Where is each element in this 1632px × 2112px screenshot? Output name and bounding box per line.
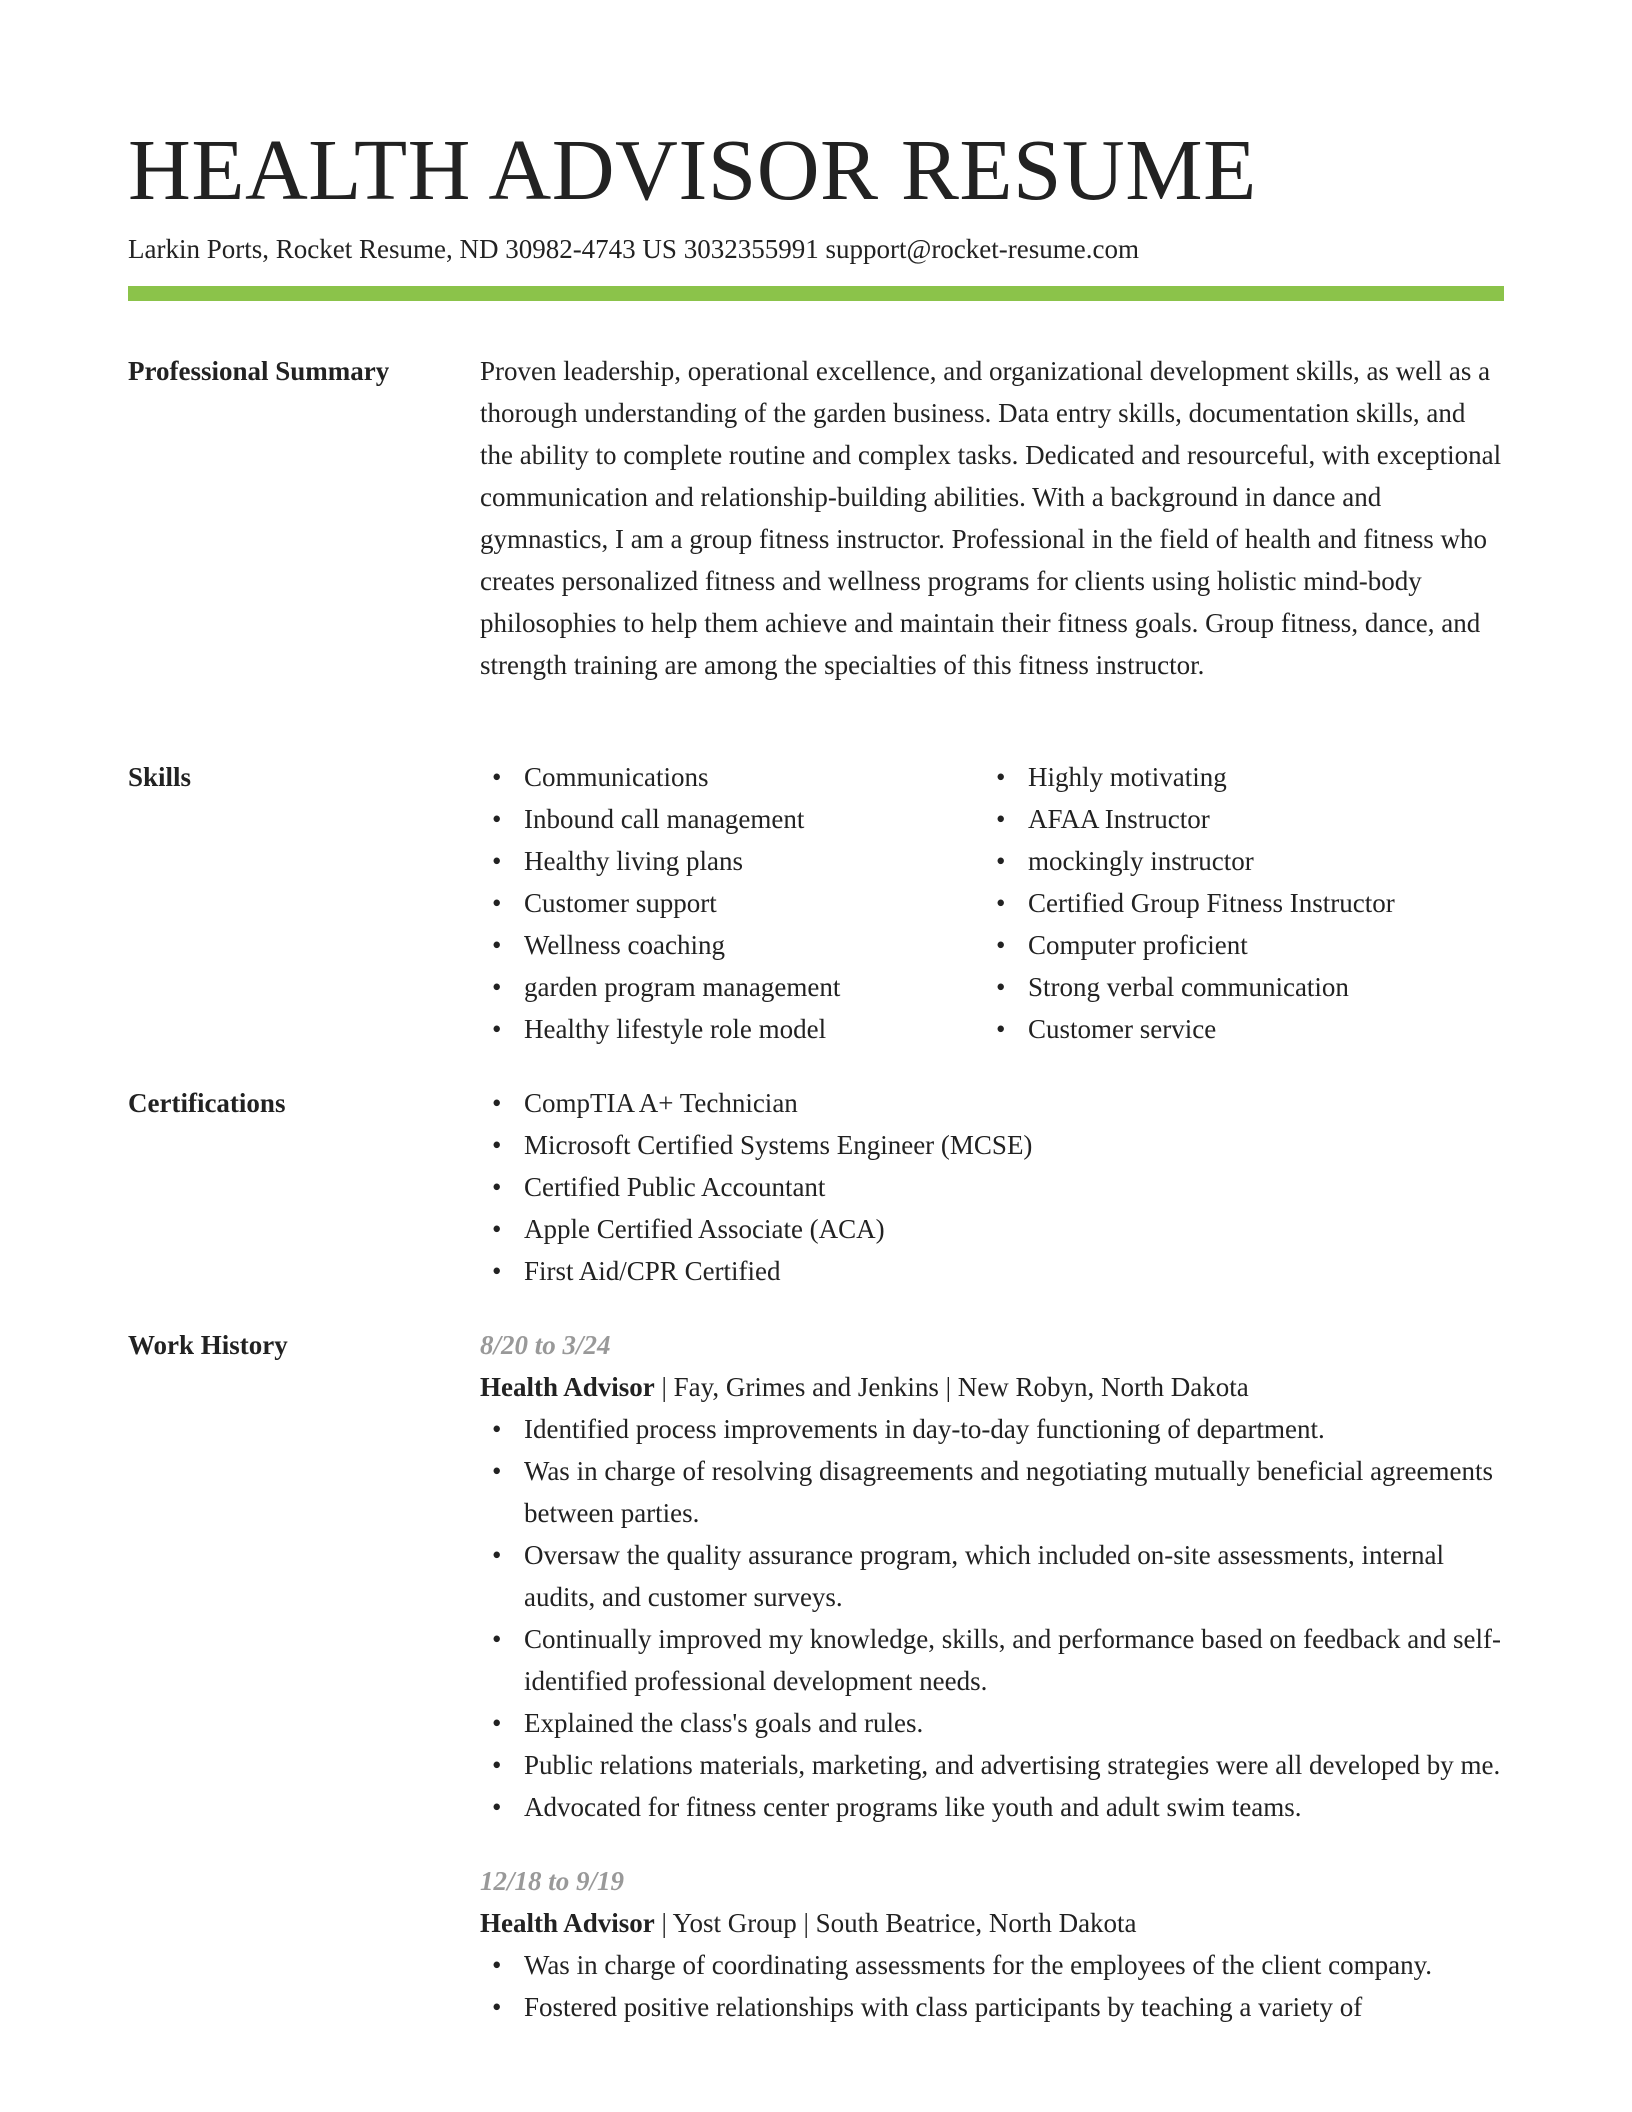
skill-item: • garden program management xyxy=(480,966,984,1008)
skill-item: • Inbound call management xyxy=(480,798,984,840)
skill-item: • Healthy lifestyle role model xyxy=(480,1008,984,1050)
job-duty-item: • Advocated for fitness center programs like youth and adult swim teams. xyxy=(480,1786,1504,1828)
job-duty-item: • Continually improved my knowledge, skills, and performance based on feedback and self-identified professional development needs. xyxy=(480,1618,1504,1702)
job-duty-item: • Identified process improvements in day-to-day functioning of department. xyxy=(480,1408,1504,1450)
job-duty-item: • Was in charge of coordinating assessments for the employees of the client company. xyxy=(480,1944,1504,1986)
skill-item: • Computer proficient xyxy=(984,924,1488,966)
job-duty-item: • Public relations materials, marketing, and advertising strategies were all developed by me. xyxy=(480,1744,1504,1786)
certifications-heading: Certifications xyxy=(128,1088,286,1118)
skill-item: • Strong verbal communication xyxy=(984,966,1488,1008)
skill-item: • Customer support xyxy=(480,882,984,924)
skill-item: • Customer service xyxy=(984,1008,1488,1050)
skill-item: • Certified Group Fitness Instructor xyxy=(984,882,1488,924)
certifications-list xyxy=(480,1082,1504,1292)
job-employer-location: | Yost Group | South Beatrice, North Dakota xyxy=(654,1908,1137,1938)
skill-item: • Healthy living plans xyxy=(480,840,984,882)
work-history-body xyxy=(480,1324,1504,2044)
certification-item: • First Aid/CPR Certified xyxy=(480,1250,1504,1292)
skill-item: • Communications xyxy=(480,756,984,798)
certification-item: • Certified Public Accountant xyxy=(480,1166,1504,1208)
summary-heading: Professional Summary xyxy=(128,356,390,386)
job-duty-item: • Fostered positive relationships with class participants by teaching a variety of xyxy=(480,1986,1504,2028)
contact-line: Larkin Ports, Rocket Resume, ND 30982-4743 US 3032355991 support@rocket-resume.com xyxy=(128,234,1139,264)
job-duties-list xyxy=(480,1408,1504,1828)
job-title: Health Advisor xyxy=(480,1908,655,1938)
skills-list-right xyxy=(984,756,1488,1050)
skill-item: • Highly motivating xyxy=(984,756,1488,798)
job-duty-item: • Oversaw the quality assurance program, which included on-site assessments, internal audits, and customer surveys. xyxy=(480,1534,1504,1618)
job-employer-location: | Fay, Grimes and Jenkins | New Robyn, North Dakota xyxy=(654,1372,1249,1402)
skills-list-left xyxy=(480,756,984,1050)
certifications-body xyxy=(480,1082,1504,1292)
job-duty-item: • Was in charge of resolving disagreements and negotiating mutually beneficial agreements between parties. xyxy=(480,1450,1504,1534)
summary-body xyxy=(480,350,1504,686)
skill-item: • AFAA Instructor xyxy=(984,798,1488,840)
certification-item: • Apple Certified Associate (ACA) xyxy=(480,1208,1504,1250)
skills-body xyxy=(480,756,1504,1050)
job-entry xyxy=(480,1860,1504,2028)
certification-item: • Microsoft Certified Systems Engineer (MCSE) xyxy=(480,1124,1504,1166)
job-heading xyxy=(480,1366,1504,1408)
skill-item: • mockingly instructor xyxy=(984,840,1488,882)
job-entry xyxy=(480,1324,1504,1828)
skill-item: • Wellness coaching xyxy=(480,924,984,966)
work-history-heading: Work History xyxy=(128,1330,288,1360)
job-heading xyxy=(480,1902,1504,1944)
summary-text: Proven leadership, operational excellence, and organizational development skills, as well as a thorough understanding of the garden business. Data entry skills, documentation skills, and the ability to complete routine and complex tasks. Dedicated and resourceful, with exceptional communication and relationship-building abilities. With a background in dance and gymnastics, I am a group fitness instructor. Professional in the field of health and fitness who creates personalized fitness and wellness programs for clients using holistic mind-body philosophies to help them achieve and maintain their fitness goals. Group fitness, dance, and strength training are among the specialties of this fitness instructor. xyxy=(480,356,1502,680)
accent-divider xyxy=(128,286,1504,301)
job-duty-item: • Explained the class's goals and rules. xyxy=(480,1702,1504,1744)
certification-item: • CompTIA A+ Technician xyxy=(480,1082,1504,1124)
job-dates: 12/18 to 9/19 xyxy=(480,1866,625,1896)
job-duties-list xyxy=(480,1944,1504,2028)
job-dates: 8/20 to 3/24 xyxy=(480,1330,611,1360)
resume-title: HEALTH ADVISOR RESUME xyxy=(128,121,1257,218)
job-title: Health Advisor xyxy=(480,1372,655,1402)
skills-heading: Skills xyxy=(128,762,192,792)
